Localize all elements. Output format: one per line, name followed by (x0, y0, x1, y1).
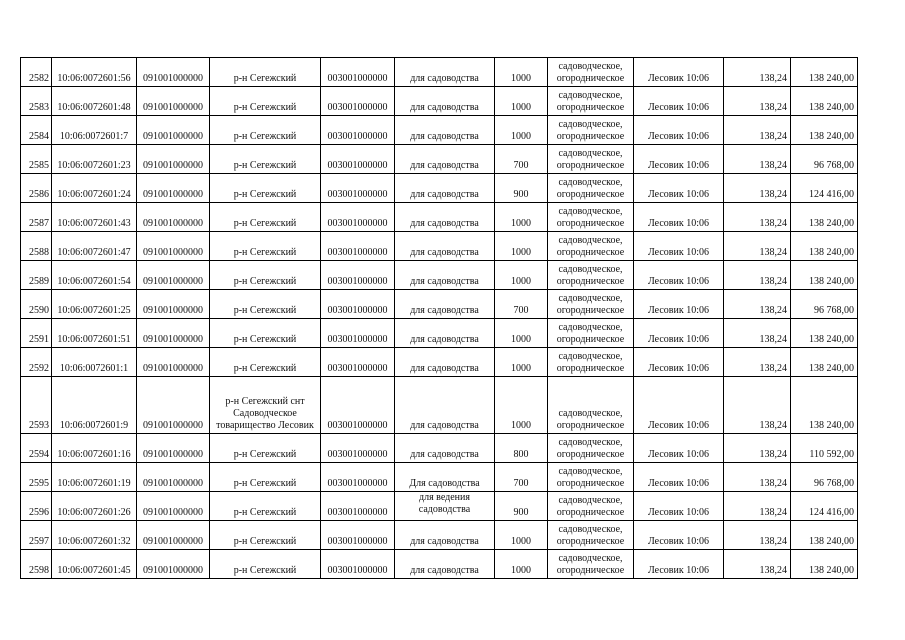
category-code-cell: 003001000000 (321, 319, 395, 348)
location-cell: р-н Сегежский (210, 87, 321, 116)
permitted-use-cell: для садоводства (395, 550, 495, 579)
location-cell: р-н Сегежский (210, 145, 321, 174)
zone-cell: Лесовик 10:06 (634, 145, 724, 174)
rate-cell: 138,24 (724, 87, 791, 116)
cadastral-number-cell: 10:06:0072601:54 (52, 261, 137, 290)
rate-cell: 138,24 (724, 434, 791, 463)
area-cell: 700 (495, 290, 548, 319)
permitted-use-cell: для садоводства (395, 377, 495, 434)
location-cell: р-н Сегежский (210, 116, 321, 145)
cadastral-number-cell: 10:06:0072601:23 (52, 145, 137, 174)
permitted-use-cell: для садоводства (395, 434, 495, 463)
land-plots-table (20, 57, 858, 579)
use-category-cell: садоводческое, огородническое (548, 145, 634, 174)
oktmo-code-cell: 091001000000 (137, 550, 210, 579)
permitted-use-cell: для садоводства (395, 174, 495, 203)
table-row (21, 319, 858, 348)
zone-cell: Лесовик 10:06 (634, 261, 724, 290)
location-cell: р-н Сегежский (210, 232, 321, 261)
table-row (21, 434, 858, 463)
cadastral-value-cell: 138 240,00 (791, 58, 858, 87)
rate-cell: 138,24 (724, 58, 791, 87)
location-cell: р-н Сегежский (210, 434, 321, 463)
category-code-cell: 003001000000 (321, 145, 395, 174)
table-row (21, 521, 858, 550)
cadastral-number-cell: 10:06:0072601:24 (52, 174, 137, 203)
use-category-cell: садоводческое, огородническое (548, 87, 634, 116)
permitted-use-cell: для садоводства (395, 203, 495, 232)
location-cell: р-н Сегежский (210, 463, 321, 492)
cadastral-number-cell: 10:06:0072601:9 (52, 377, 137, 434)
category-code-cell: 003001000000 (321, 463, 395, 492)
permitted-use-cell: для садоводства (395, 319, 495, 348)
table-row (21, 290, 858, 319)
table-row (21, 58, 858, 87)
cadastral-number-cell: 10:06:0072601:16 (52, 434, 137, 463)
rate-cell: 138,24 (724, 377, 791, 434)
zone-cell: Лесовик 10:06 (634, 348, 724, 377)
category-code-cell: 003001000000 (321, 377, 395, 434)
cadastral-value-cell: 138 240,00 (791, 348, 858, 377)
category-code-cell: 003001000000 (321, 87, 395, 116)
cadastral-number-cell: 10:06:0072601:26 (52, 492, 137, 521)
area-cell: 1000 (495, 203, 548, 232)
cadastral-value-cell: 138 240,00 (791, 116, 858, 145)
oktmo-code-cell: 091001000000 (137, 58, 210, 87)
use-category-cell: садоводческое, огородническое (548, 232, 634, 261)
row-number-cell: 2585 (21, 145, 52, 174)
zone-cell: Лесовик 10:06 (634, 463, 724, 492)
row-number-cell: 2586 (21, 174, 52, 203)
table-row (21, 232, 858, 261)
category-code-cell: 003001000000 (321, 348, 395, 377)
row-number-cell: 2583 (21, 87, 52, 116)
cadastral-number-cell: 10:06:0072601:19 (52, 463, 137, 492)
oktmo-code-cell: 091001000000 (137, 492, 210, 521)
use-category-cell: садоводческое, огородническое (548, 203, 634, 232)
row-number-cell: 2597 (21, 521, 52, 550)
location-cell: р-н Сегежский (210, 521, 321, 550)
permitted-use-cell: для садоводства (395, 87, 495, 116)
location-cell: р-н Сегежский (210, 174, 321, 203)
use-category-cell: садоводческое, огородническое (548, 261, 634, 290)
rate-cell: 138,24 (724, 550, 791, 579)
zone-cell: Лесовик 10:06 (634, 232, 724, 261)
table-body (21, 58, 858, 579)
cadastral-value-cell: 138 240,00 (791, 521, 858, 550)
use-category-cell: садоводческое, огородническое (548, 434, 634, 463)
cadastral-value-cell: 96 768,00 (791, 463, 858, 492)
table-row (21, 261, 858, 290)
oktmo-code-cell: 091001000000 (137, 521, 210, 550)
oktmo-code-cell: 091001000000 (137, 116, 210, 145)
category-code-cell: 003001000000 (321, 290, 395, 319)
cadastral-number-cell: 10:06:0072601:32 (52, 521, 137, 550)
rate-cell: 138,24 (724, 290, 791, 319)
area-cell: 1000 (495, 232, 548, 261)
rate-cell: 138,24 (724, 145, 791, 174)
use-category-cell: садоводческое, огородническое (548, 348, 634, 377)
table-row (21, 348, 858, 377)
row-number-cell: 2593 (21, 377, 52, 434)
permitted-use-cell: Для садоводства (395, 463, 495, 492)
permitted-use-cell: для садоводства (395, 290, 495, 319)
cadastral-number-cell: 10:06:0072601:43 (52, 203, 137, 232)
cadastral-number-cell: 10:06:0072601:48 (52, 87, 137, 116)
rate-cell: 138,24 (724, 521, 791, 550)
permitted-use-cell: для садоводства (395, 145, 495, 174)
cadastral-number-cell: 10:06:0072601:45 (52, 550, 137, 579)
zone-cell: Лесовик 10:06 (634, 521, 724, 550)
location-cell: р-н Сегежский (210, 58, 321, 87)
table-row (21, 87, 858, 116)
category-code-cell: 003001000000 (321, 434, 395, 463)
zone-cell: Лесовик 10:06 (634, 492, 724, 521)
area-cell: 700 (495, 145, 548, 174)
table-row (21, 492, 858, 521)
cadastral-value-cell: 138 240,00 (791, 261, 858, 290)
use-category-cell: садоводческое, огородническое (548, 550, 634, 579)
rate-cell: 138,24 (724, 116, 791, 145)
table-row (21, 116, 858, 145)
table-row (21, 145, 858, 174)
table-row (21, 174, 858, 203)
area-cell: 1000 (495, 319, 548, 348)
use-category-cell: садоводческое, огородническое (548, 521, 634, 550)
oktmo-code-cell: 091001000000 (137, 87, 210, 116)
permitted-use-cell: для садоводства (395, 58, 495, 87)
rate-cell: 138,24 (724, 348, 791, 377)
cadastral-number-cell: 10:06:0072601:25 (52, 290, 137, 319)
row-number-cell: 2589 (21, 261, 52, 290)
oktmo-code-cell: 091001000000 (137, 290, 210, 319)
row-number-cell: 2584 (21, 116, 52, 145)
use-category-cell: садоводческое, огородническое (548, 58, 634, 87)
row-number-cell: 2595 (21, 463, 52, 492)
rate-cell: 138,24 (724, 232, 791, 261)
area-cell: 1000 (495, 87, 548, 116)
oktmo-code-cell: 091001000000 (137, 232, 210, 261)
category-code-cell: 003001000000 (321, 261, 395, 290)
row-number-cell: 2594 (21, 434, 52, 463)
cadastral-value-cell: 96 768,00 (791, 290, 858, 319)
area-cell: 1000 (495, 116, 548, 145)
use-category-cell: садоводческое, огородническое (548, 116, 634, 145)
location-cell: р-н Сегежский (210, 348, 321, 377)
permitted-use-cell: для садоводства (395, 261, 495, 290)
area-cell: 1000 (495, 348, 548, 377)
table-row (21, 203, 858, 232)
use-category-cell: садоводческое, огородническое (548, 377, 634, 434)
cadastral-value-cell: 96 768,00 (791, 145, 858, 174)
cadastral-value-cell: 138 240,00 (791, 319, 858, 348)
oktmo-code-cell: 091001000000 (137, 145, 210, 174)
zone-cell: Лесовик 10:06 (634, 58, 724, 87)
area-cell: 1000 (495, 550, 548, 579)
category-code-cell: 003001000000 (321, 232, 395, 261)
cadastral-number-cell: 10:06:0072601:51 (52, 319, 137, 348)
zone-cell: Лесовик 10:06 (634, 377, 724, 434)
area-cell: 1000 (495, 261, 548, 290)
location-cell: р-н Сегежский (210, 492, 321, 521)
category-code-cell: 003001000000 (321, 203, 395, 232)
oktmo-code-cell: 091001000000 (137, 261, 210, 290)
use-category-cell: садоводческое, огородническое (548, 290, 634, 319)
cadastral-value-cell: 138 240,00 (791, 377, 858, 434)
category-code-cell: 003001000000 (321, 58, 395, 87)
zone-cell: Лесовик 10:06 (634, 434, 724, 463)
area-cell: 1000 (495, 58, 548, 87)
category-code-cell: 003001000000 (321, 174, 395, 203)
rate-cell: 138,24 (724, 174, 791, 203)
cadastral-number-cell: 10:06:0072601:1 (52, 348, 137, 377)
row-number-cell: 2596 (21, 492, 52, 521)
location-cell: р-н Сегежский (210, 203, 321, 232)
location-cell: р-н Сегежский (210, 290, 321, 319)
oktmo-code-cell: 091001000000 (137, 174, 210, 203)
cadastral-number-cell: 10:06:0072601:47 (52, 232, 137, 261)
row-number-cell: 2598 (21, 550, 52, 579)
row-number-cell: 2590 (21, 290, 52, 319)
rate-cell: 138,24 (724, 261, 791, 290)
rate-cell: 138,24 (724, 319, 791, 348)
oktmo-code-cell: 091001000000 (137, 377, 210, 434)
permitted-use-cell: для садоводства (395, 348, 495, 377)
oktmo-code-cell: 091001000000 (137, 203, 210, 232)
area-cell: 900 (495, 174, 548, 203)
rate-cell: 138,24 (724, 203, 791, 232)
use-category-cell: садоводческое, огородническое (548, 492, 634, 521)
cadastral-value-cell: 138 240,00 (791, 550, 858, 579)
row-number-cell: 2591 (21, 319, 52, 348)
zone-cell: Лесовик 10:06 (634, 290, 724, 319)
table-row (21, 463, 858, 492)
area-cell: 1000 (495, 377, 548, 434)
category-code-cell: 003001000000 (321, 116, 395, 145)
cadastral-value-cell: 110 592,00 (791, 434, 858, 463)
category-code-cell: 003001000000 (321, 492, 395, 521)
cadastral-number-cell: 10:06:0072601:7 (52, 116, 137, 145)
zone-cell: Лесовик 10:06 (634, 116, 724, 145)
oktmo-code-cell: 091001000000 (137, 463, 210, 492)
permitted-use-cell: для садоводства (395, 116, 495, 145)
row-number-cell: 2592 (21, 348, 52, 377)
area-cell: 800 (495, 434, 548, 463)
use-category-cell: садоводческое, огородническое (548, 463, 634, 492)
zone-cell: Лесовик 10:06 (634, 174, 724, 203)
rate-cell: 138,24 (724, 463, 791, 492)
cadastral-number-cell: 10:06:0072601:56 (52, 58, 137, 87)
location-cell: р-н Сегежский (210, 261, 321, 290)
zone-cell: Лесовик 10:06 (634, 550, 724, 579)
oktmo-code-cell: 091001000000 (137, 319, 210, 348)
location-cell: р-н Сегежский (210, 319, 321, 348)
table-row (21, 377, 858, 434)
cadastral-value-cell: 138 240,00 (791, 87, 858, 116)
cadastral-value-cell: 138 240,00 (791, 203, 858, 232)
area-cell: 900 (495, 492, 548, 521)
category-code-cell: 003001000000 (321, 521, 395, 550)
zone-cell: Лесовик 10:06 (634, 87, 724, 116)
location-cell: р-н Сегежский снт Садоводческое товарищество Лесовик (210, 377, 321, 434)
rate-cell: 138,24 (724, 492, 791, 521)
location-cell: р-н Сегежский (210, 550, 321, 579)
cadastral-value-cell: 124 416,00 (791, 492, 858, 521)
permitted-use-cell: для ведения садоводства (395, 492, 495, 521)
use-category-cell: садоводческое, огородническое (548, 319, 634, 348)
oktmo-code-cell: 091001000000 (137, 348, 210, 377)
oktmo-code-cell: 091001000000 (137, 434, 210, 463)
row-number-cell: 2582 (21, 58, 52, 87)
zone-cell: Лесовик 10:06 (634, 203, 724, 232)
area-cell: 700 (495, 463, 548, 492)
cadastral-value-cell: 138 240,00 (791, 232, 858, 261)
use-category-cell: садоводческое, огородническое (548, 174, 634, 203)
row-number-cell: 2588 (21, 232, 52, 261)
permitted-use-cell: для садоводства (395, 521, 495, 550)
area-cell: 1000 (495, 521, 548, 550)
category-code-cell: 003001000000 (321, 550, 395, 579)
zone-cell: Лесовик 10:06 (634, 319, 724, 348)
table-row (21, 550, 858, 579)
cadastral-value-cell: 124 416,00 (791, 174, 858, 203)
row-number-cell: 2587 (21, 203, 52, 232)
permitted-use-cell: для садоводства (395, 232, 495, 261)
